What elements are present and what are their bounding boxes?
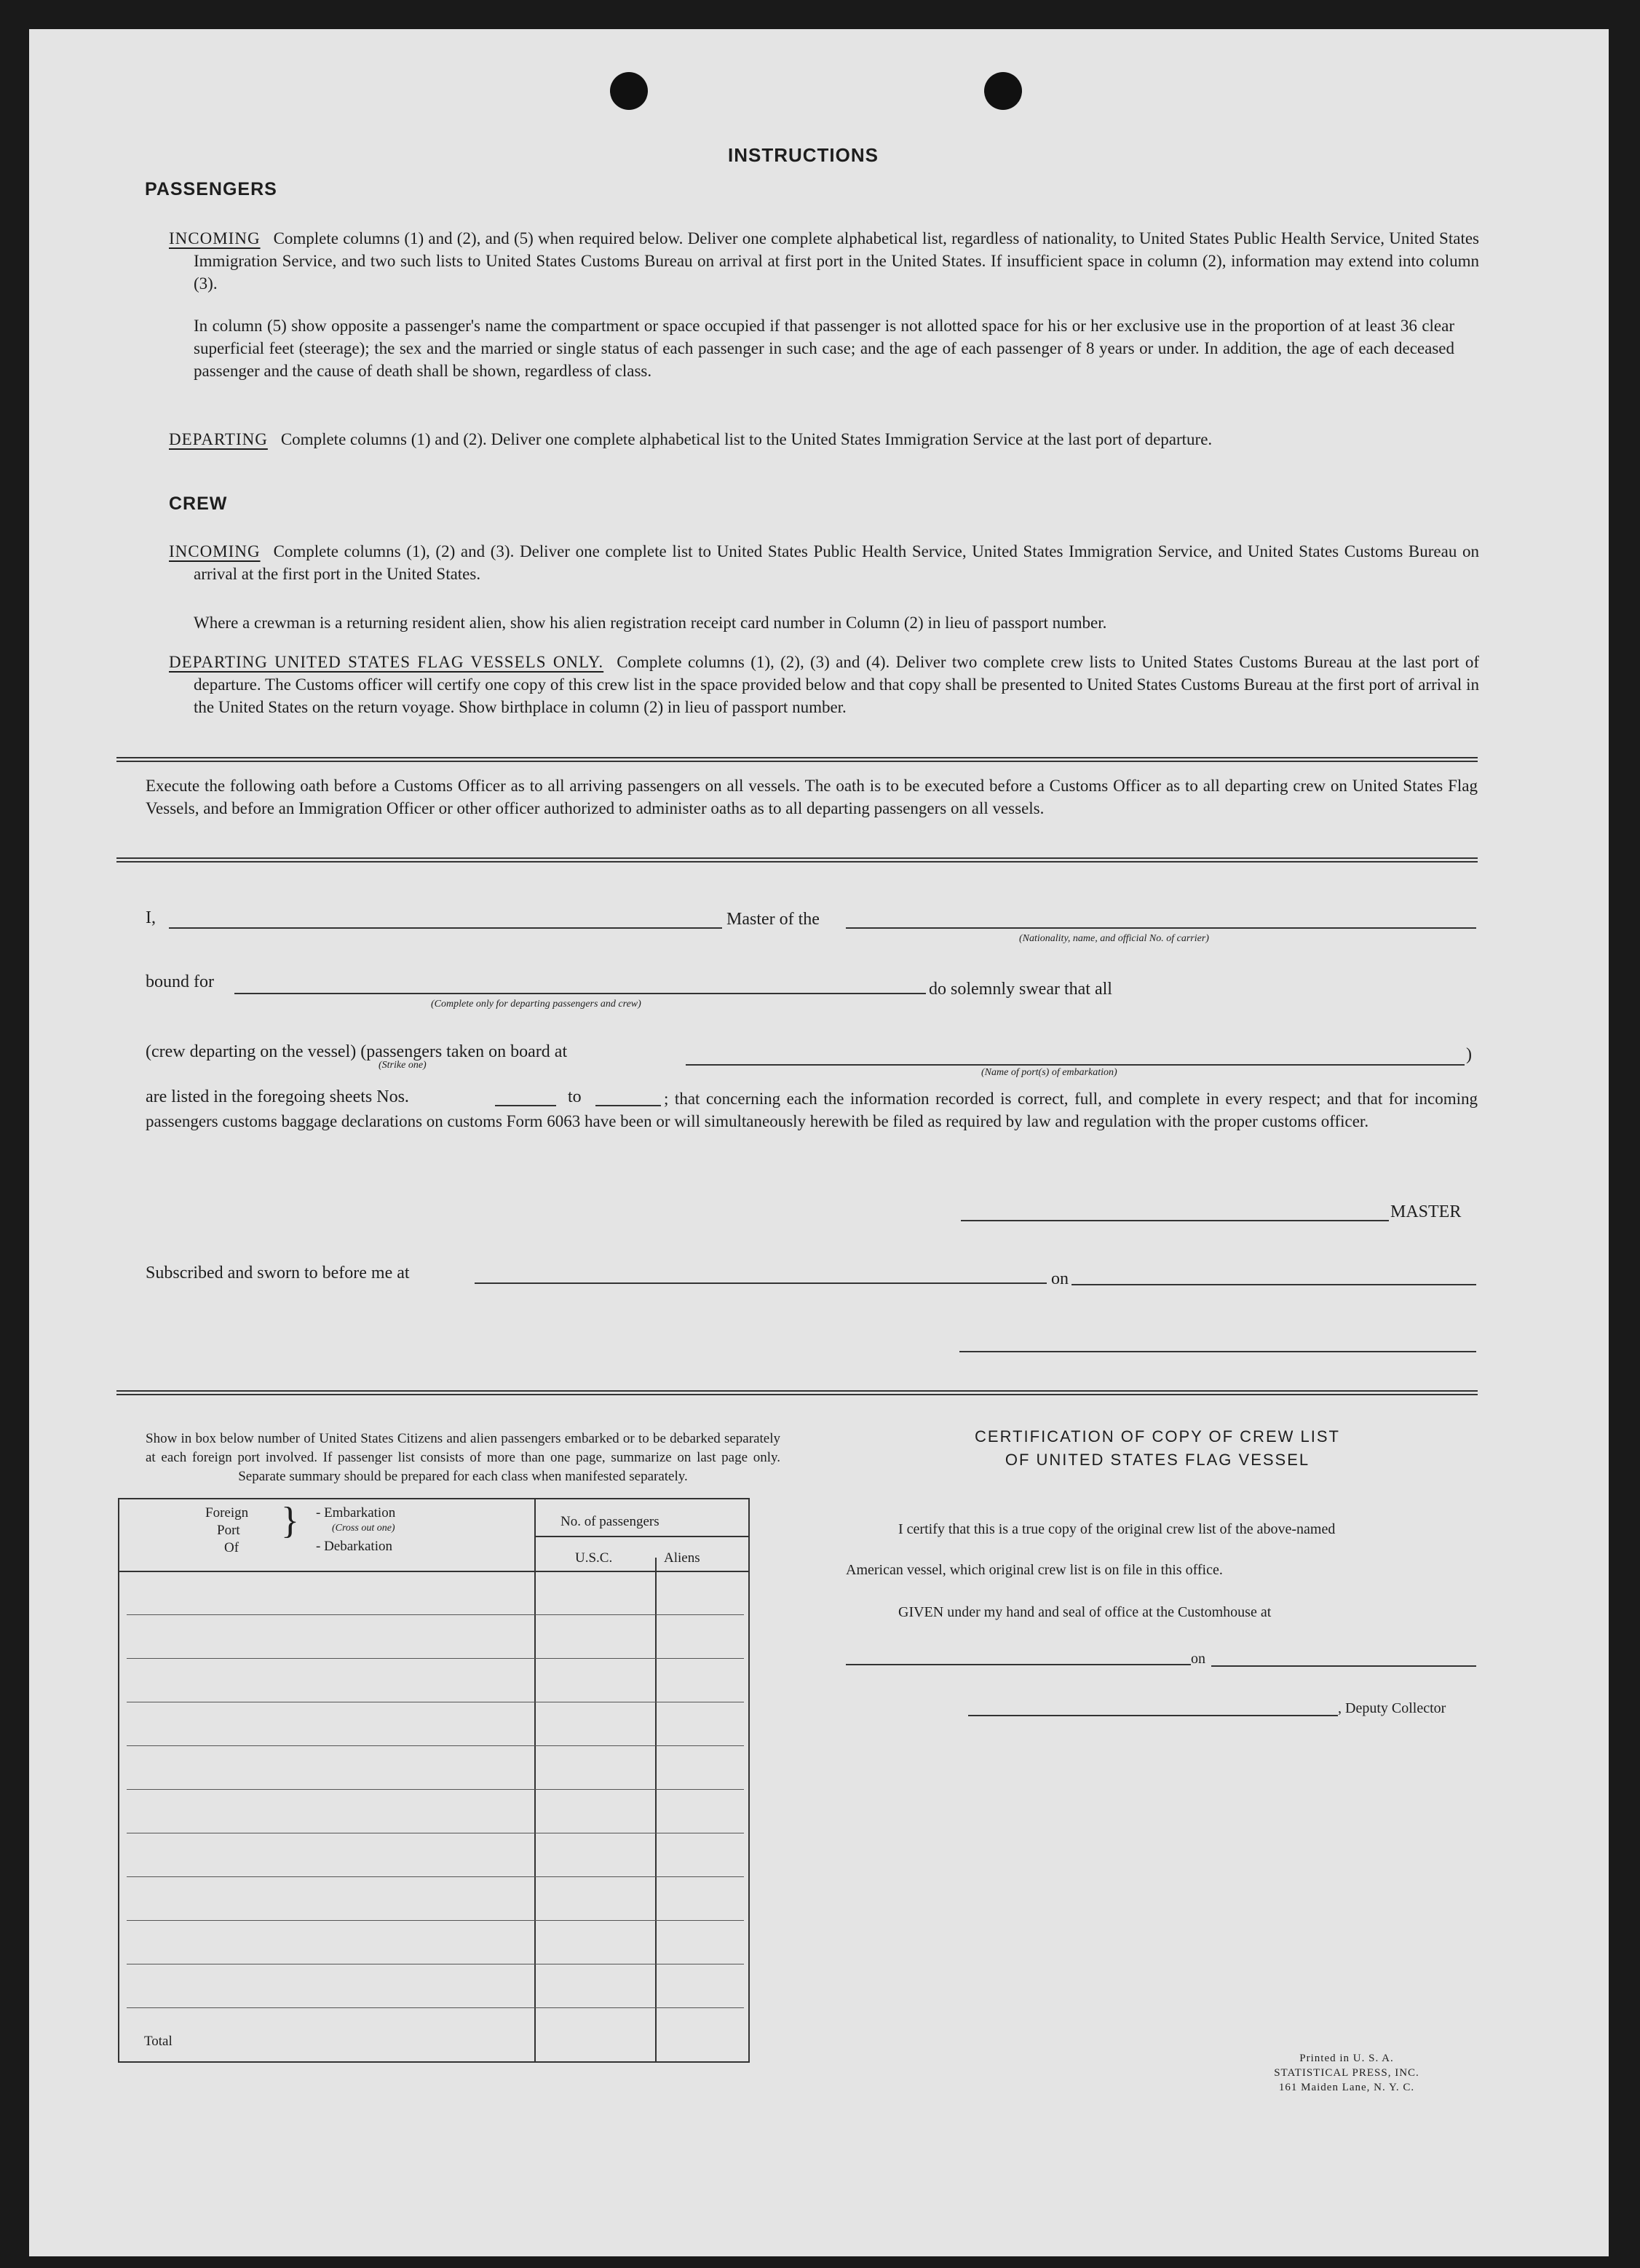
crew-departing-text: Complete columns (1), (2), (3) and (4). Deliver two complete crew lists to United States Customs Bureau at the last port of departure. The Customs officer will certify one copy of this crew list in the space provided below and that copy shall be presented to United States Customs Bureau at the first port of arrival in the United States on the return voyage. Show birthplace in column (2) in lieu of passport number.: [194, 653, 1479, 716]
master-label: MASTER: [1390, 1202, 1462, 1221]
passengers-departing-paragraph: [169, 428, 1479, 451]
close-paren: ): [1466, 1045, 1472, 1064]
master-name-field[interactable]: [169, 927, 722, 929]
crew-departing-lead: DEPARTING UNITED STATES FLAG VESSELS ONLY.: [169, 653, 604, 671]
passengers-column5-paragraph: In column (5) show opposite a passenger's name the compartment or space occupied if that passenger is not allotted space for his or her exclusive use in the proportion of at least 36 clear superficial feet (steerage); the sex and the married or single status of each passenger in such case; and the age of each passenger of 8 years or under. In addition, the age of each deceased passenger and the cause of death shall be shown, regardless of class.: [194, 317, 1454, 380]
divider-1: [116, 757, 1478, 762]
total-label: Total: [144, 2034, 173, 2049]
divider-2: [116, 857, 1478, 863]
master-signature-field[interactable]: [961, 1220, 1389, 1221]
embarkation-label: - Embarkation: [316, 1505, 396, 1520]
subscribed-label: Subscribed and sworn to before me at: [146, 1264, 410, 1282]
oath-intro: Execute the following oath before a Customs Officer as to all arriving passengers on all vessels. The oath is to be executed before a Customs Officer as to all departing crew on United States Flag Vessels, and before an Immigration Officer or other officer authorized to administer oaths as to all departing passengers on all vessels.: [146, 777, 1478, 817]
cert-on-label: on: [1191, 1651, 1205, 1667]
header-divider-sub: [534, 1536, 748, 1537]
aliens-header: Aliens: [664, 1550, 700, 1566]
deputy-collector-label: , Deputy Collector: [1338, 1700, 1446, 1716]
sworn-date-field[interactable]: [1071, 1284, 1476, 1285]
bound-caption: (Complete only for departing passengers and crew): [431, 999, 641, 1010]
listed-to: to: [568, 1087, 582, 1106]
table-row-line: [127, 1789, 744, 1790]
col-foreign: Foreign: [205, 1505, 249, 1520]
certification-title-1: CERTIFICATION OF COPY OF CREW LIST: [975, 1427, 1340, 1446]
carrier-field[interactable]: [846, 927, 1476, 929]
col-port: Port: [217, 1523, 240, 1538]
punch-hole-left: [610, 72, 648, 110]
passengers-departing-lead: DEPARTING: [169, 430, 268, 448]
punch-hole-right: [984, 72, 1022, 110]
customhouse-field[interactable]: [846, 1664, 1191, 1665]
passenger-summary-table: [118, 1498, 750, 2063]
col-of: Of: [224, 1540, 239, 1555]
crew-incoming-paragraph: [169, 540, 1479, 585]
table-row-line: [127, 1614, 744, 1615]
crew-incoming-lead: INCOMING: [169, 542, 261, 560]
cross-out-caption: (Cross out one): [332, 1523, 395, 1534]
printer-imprint: [1237, 2051, 1456, 2095]
listed-text-2: ; that concerning each the information recorded is correct, full, and complete in every respect; and that for incoming passengers customs baggage declarations on customs Form 6063 have been or will simultaneously herewith be filed as required by law and regulation with the proper customs officer.: [146, 1090, 1478, 1130]
crew-departing-paragraph: [169, 651, 1479, 718]
certification-title-2: OF UNITED STATES FLAG VESSEL: [1005, 1451, 1310, 1469]
header-divider: [119, 1571, 748, 1572]
deputy-signature-field[interactable]: [968, 1715, 1338, 1716]
col-divider-1: [534, 1499, 536, 2061]
col-divider-2: [655, 1558, 657, 2061]
crew-resident-paragraph: Where a crewman is a returning resident alien, show his alien registration receipt card number in Column (2) in lieu of passport number.: [194, 614, 1107, 632]
passengers-departing-text: Complete columns (1) and (2). Deliver one complete alphabetical list to the United States Immigration Service at the last port of departure.: [280, 430, 1213, 448]
officer-signature-field[interactable]: [959, 1351, 1476, 1352]
brace-icon: }: [281, 1500, 299, 1542]
table-row-line: [127, 1876, 744, 1877]
bound-for-field[interactable]: [234, 993, 926, 994]
printer-line-2: STATISTICAL PRESS, INC.: [1274, 2067, 1419, 2079]
crew-heading: CREW: [169, 493, 228, 514]
sworn-place-field[interactable]: [475, 1282, 1047, 1284]
sworn-on-label: on: [1051, 1269, 1069, 1288]
certify-line-1: I certify that this is a true copy of the original crew list of the above-named: [898, 1521, 1336, 1537]
passengers-incoming-lead: INCOMING: [169, 229, 261, 247]
table-row-line: [127, 1658, 744, 1659]
passengers-incoming-text: Complete columns (1) and (2), and (5) when required below. Deliver one complete alphabetical list, regardless of nationality, to United States Public Health Service, United States Immigration Service, and two such lists to United States Customs Bureau on arrival at first port in the United States. If insufficient space in column (2), information may extend into column (3).: [194, 229, 1479, 293]
table-row-line: [127, 1745, 744, 1746]
embarkation-ports-field[interactable]: [686, 1064, 1465, 1066]
ports-caption: (Name of port(s) of embarkation): [981, 1067, 1117, 1078]
table-row-line: [127, 2007, 744, 2008]
divider-3: [116, 1390, 1478, 1395]
table-row-line: [127, 1920, 744, 1921]
usc-header: U.S.C.: [575, 1550, 613, 1566]
swear-label: do solemnly swear that all: [929, 980, 1112, 999]
nationality-caption: (Nationality, name, and official No. of carrier): [1019, 933, 1209, 944]
crew-departing-label: (crew departing on the vessel) (passengers taken on board at: [146, 1042, 568, 1061]
crew-incoming-text: Complete columns (1), (2) and (3). Deliver one complete list to United States Public Health Service, United States Immigration Service, and United States Customs Bureau on arrival at the first port in the United States.: [194, 542, 1479, 583]
summary-instructions: Show in box below number of United States Citizens and alien passengers embarked or to be debarked separately at each foreign port involved. If passenger list consists of more than one page, summarize on last page only. Separate summary should be prepared for each class when manifested separately.: [146, 1431, 780, 1484]
strike-caption: (Strike one): [379, 1060, 427, 1071]
cert-date-field[interactable]: [1211, 1665, 1476, 1667]
passengers-heading: PASSENGERS: [145, 179, 277, 199]
given-line: GIVEN under my hand and seal of office at the Customhouse at: [898, 1604, 1272, 1620]
oath-i-label: I,: [146, 908, 156, 927]
instructions-title: INSTRUCTIONS: [728, 144, 879, 166]
printer-line-1: Printed in U. S. A.: [1299, 2053, 1394, 2064]
certify-line-2: American vessel, which original crew list is on file in this office.: [846, 1562, 1223, 1578]
master-of-label: Master of the: [726, 910, 820, 929]
printer-line-3: 161 Maiden Lane, N. Y. C.: [1278, 2082, 1415, 2093]
listed-text-1: are listed in the foregoing sheets Nos.: [146, 1087, 409, 1106]
passengers-incoming-paragraph: [169, 227, 1479, 295]
debarkation-label: - Debarkation: [316, 1539, 392, 1554]
bound-for-label: bound for: [146, 972, 214, 991]
no-of-passengers-header: No. of passengers: [560, 1514, 659, 1529]
